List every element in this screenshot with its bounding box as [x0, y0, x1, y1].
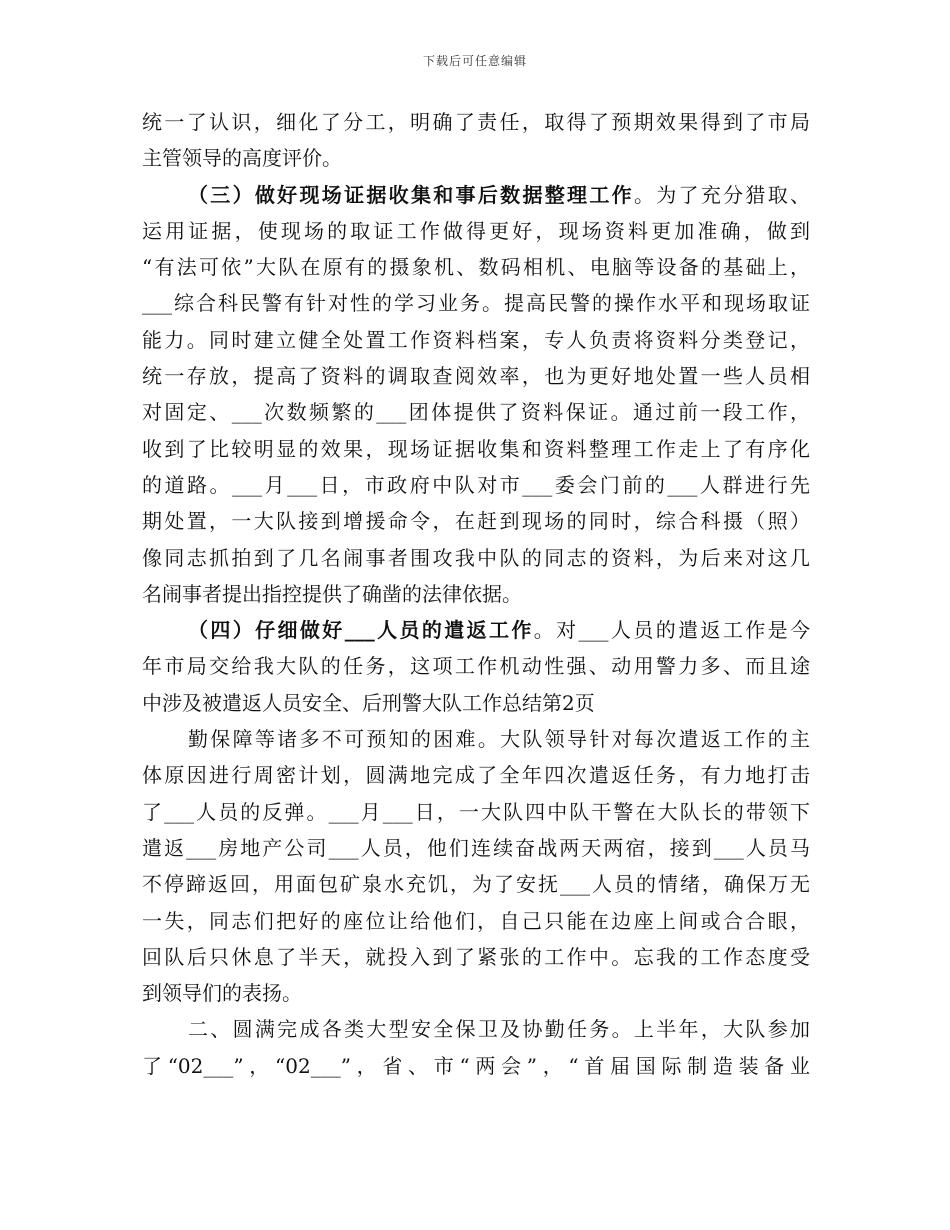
text-line: [142, 322, 810, 358]
text-line: [142, 975, 810, 1011]
text-line: [142, 1011, 810, 1047]
line-text: 不停蹄返回，用面包矿泉水充饥，为了安抚___人员的情绪，确保万无: [142, 872, 810, 897]
text-line: [142, 140, 810, 176]
section-heading: （四）仔细做好___人员的遣返工作: [188, 618, 534, 643]
text-line: [142, 467, 810, 503]
text-line: [142, 540, 810, 576]
text-line: [142, 1048, 810, 1084]
text-line: [142, 285, 810, 321]
line-text: ___综合科民警有针对性的学习业务。提高民警的操作水平和现场取证: [142, 291, 810, 316]
line-text: 了___人员的反弹。___月___日，一大队四中队干警在大队长的带领下: [142, 799, 810, 824]
line-text: 中涉及被遣返人员安全、后刑警大队工作总结第2页: [142, 690, 595, 715]
line-text: 像同志抓拍到了几名闹事者围攻我中队的同志的资料，为后来对这几: [142, 545, 810, 570]
text-line: [142, 757, 810, 793]
text-line: [142, 612, 810, 648]
text-line: [142, 394, 810, 430]
line-text: 到领导们的表扬。: [142, 981, 302, 1006]
text-line: [142, 213, 810, 249]
line-text: 期处置，一大队接到增援命令，在赶到现场的同时，综合科摄（照）: [142, 509, 810, 534]
line-text: 年市局交给我大队的任务，这项工作机动性强、动用警力多、而且途: [142, 654, 810, 679]
line-text: 一失，同志们把好的座位让给他们，自己只能在边座上间或合合眼，: [142, 908, 810, 933]
text-line: [142, 721, 810, 757]
line-text: 二、圆满完成各类大型安全保卫及协勤任务。上半年，大队参加: [188, 1017, 810, 1042]
text-line: [142, 177, 810, 213]
line-text: 统一存放，提高了资料的调取查阅效率，也为更好地处置一些人员相: [142, 364, 810, 389]
text-line: [142, 104, 810, 140]
line-text: 名闹事者提出指控提供了确凿的法律依据。: [142, 581, 522, 606]
line-text: 勤保障等诸多不可预知的困难。大队领导针对每次遣返工作的主: [188, 727, 810, 752]
line-text: 了“02___”，“02___”，省、市“两会”，“首届国际制造装备业: [142, 1053, 810, 1078]
text-line: [142, 576, 810, 612]
text-line: [142, 503, 810, 539]
text-line: [142, 249, 810, 285]
line-text: 能力。同时建立健全处置工作资料档案，专人负责将资料分类登记，: [142, 327, 810, 352]
page-header: 下载后可任意编辑: [422, 54, 527, 68]
text-line: [142, 685, 810, 721]
text-line: [142, 794, 810, 830]
text-line: [142, 903, 810, 939]
text-line: [142, 939, 810, 975]
text-line: [142, 866, 810, 902]
line-text: 对固定、___次数频繁的___团体提供了资料保证。通过前一段工作，: [142, 400, 810, 425]
document-body: [142, 104, 810, 1084]
line-text: 体原因进行周密计划，圆满地完成了全年四次遣返任务，有力地打击: [142, 763, 810, 788]
text-line: [142, 830, 810, 866]
line-text: 统一了认识，细化了分工，明确了责任，取得了预期效果得到了市局: [142, 110, 810, 134]
line-text: 回队后只休息了半天，就投入到了紧张的工作中。忘我的工作态度受: [142, 944, 810, 969]
text-line: [142, 358, 810, 394]
line-text: 的道路。___月___日，市政府中队对市___委会门前的___人群进行先: [142, 472, 810, 497]
line-text: 遣返___房地产公司___人员，他们连续奋战两天两宿，接到___人员马: [142, 835, 810, 860]
line-text: 主管领导的高度评价。: [142, 146, 342, 171]
line-text: “有法可依”大队在原有的摄象机、数码相机、电脑等设备的基础上，: [142, 255, 810, 280]
text-line: [142, 648, 810, 684]
line-text: 收到了比较明显的效果，现场证据收集和资料整理工作走上了有序化: [142, 436, 810, 461]
line-text: 运用证据，使现场的取证工作做得更好，现场资料更加准确，做到: [142, 218, 810, 243]
line-text: 。对___人员的遣返工作是今: [533, 618, 811, 643]
text-line: [142, 431, 810, 467]
line-text: 。为了充分猎取、: [633, 182, 811, 207]
section-heading: （三）做好现场证据收集和事后数据整理工作: [188, 182, 634, 207]
